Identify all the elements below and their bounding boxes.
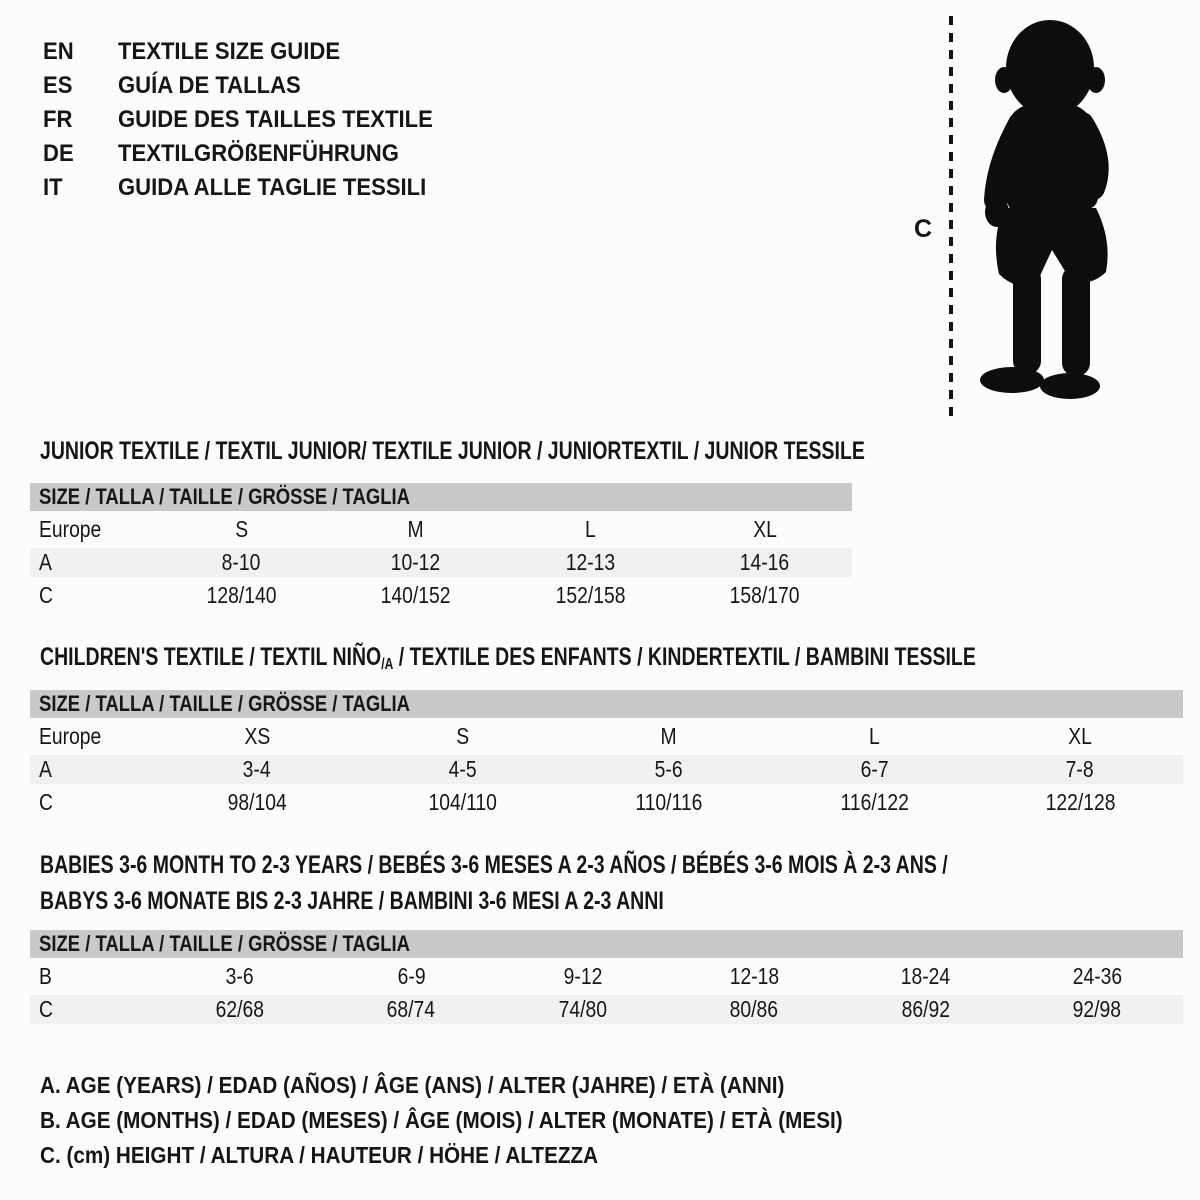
size-cell — [154, 723, 360, 750]
age-value: 3-4 — [242, 756, 271, 782]
babies-section-title — [40, 847, 1200, 919]
size-header-text: SIZE / TALLA / TAILLE / GRÖSSE / TAGLIA — [39, 931, 410, 956]
size-cell — [329, 516, 504, 543]
size-value: L — [868, 723, 880, 749]
age-cell — [497, 963, 669, 990]
height-cell — [326, 996, 498, 1023]
row-label — [30, 789, 154, 816]
height-cell — [771, 789, 977, 816]
guide-title-it: GUIDA ALLE TAGLIE TESSILI — [118, 174, 427, 201]
age-cell — [678, 549, 853, 576]
height-value: 110/116 — [635, 789, 702, 815]
children-size-table — [30, 690, 1183, 819]
size-cell — [566, 723, 772, 750]
age-value: 6-7 — [860, 756, 889, 782]
junior-size-table — [30, 483, 852, 612]
footnote-c: C. (cm) HEIGHT / ALTURA / HAUTEUR / HÖHE / ALTEZZA — [40, 1142, 599, 1168]
age-cell — [840, 963, 1012, 990]
size-header-bar — [30, 690, 1183, 718]
row-label — [30, 756, 154, 783]
footnote-b: B. AGE (MONTHS) / EDAD (MESES) / ÂGE (MOIS) / ALTER (MONATE) / ETÀ (MESI) — [40, 1107, 843, 1133]
height-value: 122/128 — [1045, 789, 1116, 815]
language-code-text: FR — [43, 106, 73, 133]
row-label-text: A — [39, 549, 52, 575]
age-cell — [669, 963, 841, 990]
size-header-text: SIZE / TALLA / TAILLE / GRÖSSE / TAGLIA — [39, 484, 410, 509]
size-value: XL — [752, 516, 777, 542]
language-code-text: EN — [43, 38, 74, 65]
height-value: 98/104 — [227, 789, 287, 815]
height-value: 158/170 — [729, 582, 800, 608]
language-row-it — [43, 171, 460, 205]
size-value: M — [407, 516, 424, 542]
language-code-text: ES — [43, 72, 73, 99]
age-cell — [154, 963, 326, 990]
table-row-height-cm — [30, 993, 1183, 1026]
children-title-pre: CHILDREN'S TEXTILE / TEXTIL NIÑO — [40, 643, 382, 671]
guide-title-fr: GUIDE DES TAILLES TEXTILE — [118, 106, 433, 133]
height-value: 74/80 — [558, 996, 607, 1022]
age-value: 7-8 — [1066, 756, 1095, 782]
row-label-text: Europe — [39, 723, 102, 749]
age-cell — [329, 549, 504, 576]
age-cell — [154, 756, 360, 783]
footnote-a: A. AGE (YEARS) / EDAD (AÑOS) / ÂGE (ANS) / ALTER (JAHRE) / ETÀ (ANNI) — [40, 1072, 785, 1098]
age-value: 14-16 — [740, 549, 790, 575]
height-value: 140/152 — [380, 582, 451, 608]
height-cell — [360, 789, 566, 816]
language-code — [43, 69, 118, 103]
height-cell — [497, 996, 669, 1023]
age-cell — [503, 549, 678, 576]
height-value: 92/98 — [1073, 996, 1122, 1022]
size-cell — [360, 723, 566, 750]
age-value: 3-6 — [225, 963, 254, 989]
age-cell — [360, 756, 566, 783]
height-cell — [566, 789, 772, 816]
language-code — [43, 35, 118, 69]
language-row-de — [43, 137, 460, 171]
babies-title-line2: BABYS 3-6 MONATE BIS 2-3 JAHRE / BAMBINI 3-6 MESI A 2-3 ANNI — [40, 887, 664, 915]
row-label — [30, 516, 154, 543]
footnote-c-wrap — [40, 1138, 932, 1173]
height-cell — [503, 582, 678, 609]
language-code — [43, 137, 118, 171]
language-code — [43, 171, 118, 205]
age-value: 9-12 — [563, 963, 603, 989]
table-row-age-months — [30, 960, 1183, 993]
table-row-age-years — [30, 546, 852, 579]
children-section-title-text — [40, 642, 976, 680]
table-row-europe — [30, 513, 852, 546]
language-row-es — [43, 69, 460, 103]
age-cell — [1012, 963, 1184, 990]
legend-footnotes — [40, 1068, 932, 1173]
row-label-text: A — [39, 756, 52, 782]
size-value: XS — [244, 723, 270, 749]
age-value: 4-5 — [448, 756, 477, 782]
height-cell — [678, 582, 853, 609]
children-title-post: / TEXTILE DES ENFANTS / KINDERTEXTIL / BAMBINI TESSILE — [393, 643, 976, 671]
age-value: 12-18 — [729, 963, 779, 989]
age-cell — [154, 549, 329, 576]
height-value: 116/122 — [840, 789, 909, 815]
language-row-fr — [43, 103, 460, 137]
age-value: 8-10 — [221, 549, 261, 575]
height-cell — [840, 996, 1012, 1023]
guide-title-en: TEXTILE SIZE GUIDE — [118, 38, 341, 65]
row-label-text: C — [39, 789, 53, 815]
age-cell — [977, 756, 1183, 783]
table-row-height-cm — [30, 786, 1183, 819]
age-value: 12-13 — [565, 549, 615, 575]
height-cell — [329, 582, 504, 609]
height-measure-dashed-line — [949, 16, 953, 416]
height-value: 68/74 — [387, 996, 436, 1022]
size-cell — [977, 723, 1183, 750]
height-value: 104/110 — [428, 789, 497, 815]
row-label-text: C — [39, 996, 53, 1022]
language-code-text: DE — [43, 140, 74, 167]
babies-title-line2-wrap — [40, 883, 1200, 919]
row-label-text: B — [39, 963, 52, 989]
height-value: 152/158 — [555, 582, 626, 608]
row-label — [30, 996, 154, 1023]
height-value: 128/140 — [206, 582, 277, 608]
height-cell — [977, 789, 1183, 816]
guide-title-de: TEXTILGRÖßENFÜHRUNG — [118, 140, 399, 167]
height-value: 62/68 — [215, 996, 264, 1022]
age-cell — [326, 963, 498, 990]
children-section-title — [40, 642, 1200, 680]
toddler-silhouette-icon — [966, 16, 1136, 416]
footnote-b-wrap — [40, 1103, 932, 1138]
height-cell — [669, 996, 841, 1023]
size-cell — [771, 723, 977, 750]
size-value: M — [660, 723, 677, 749]
table-row-height-cm — [30, 579, 852, 612]
junior-section-title — [40, 436, 1098, 466]
height-value: 86/92 — [901, 996, 950, 1022]
row-label — [30, 549, 154, 576]
height-measure-label: C — [914, 215, 933, 243]
language-code-text: IT — [43, 174, 63, 201]
age-cell — [566, 756, 772, 783]
children-title-sub: /A — [381, 656, 394, 673]
size-cell — [678, 516, 853, 543]
height-cell — [154, 996, 326, 1023]
age-value: 24-36 — [1072, 963, 1122, 989]
row-label — [30, 582, 154, 609]
babies-size-table — [30, 930, 1183, 1026]
babies-title-line1: BABIES 3-6 MONTH TO 2-3 YEARS / BEBÉS 3-6 MESES A 2-3 AÑOS / BÉBÉS 3-6 MOIS À 2-3 ANS / — [40, 851, 948, 879]
size-header-bar — [30, 930, 1183, 958]
size-header-bar — [30, 483, 852, 511]
table-row-europe — [30, 720, 1183, 753]
age-value: 6-9 — [397, 963, 426, 989]
age-value: 5-6 — [654, 756, 683, 782]
age-value: 10-12 — [391, 549, 441, 575]
babies-title-line1-wrap — [40, 847, 1200, 883]
guide-title-es: GUÍA DE TALLAS — [118, 72, 301, 99]
age-value: 18-24 — [901, 963, 951, 989]
size-header-text: SIZE / TALLA / TAILLE / GRÖSSE / TAGLIA — [39, 691, 410, 716]
height-cell — [154, 789, 360, 816]
row-label-text: C — [39, 582, 53, 608]
height-value: 80/86 — [730, 996, 779, 1022]
footnote-a-wrap — [40, 1068, 932, 1103]
junior-section-title-text: JUNIOR TEXTILE / TEXTIL JUNIOR/ TEXTILE JUNIOR / JUNIORTEXTIL / JUNIOR TESSILE — [40, 437, 865, 465]
row-label — [30, 723, 154, 750]
size-value: XL — [1068, 723, 1092, 749]
height-cell — [154, 582, 329, 609]
language-title-list — [43, 35, 460, 205]
size-cell — [503, 516, 678, 543]
size-value: S — [234, 516, 248, 542]
row-label — [30, 963, 154, 990]
row-label-text: Europe — [39, 516, 102, 542]
size-value: L — [584, 516, 596, 542]
language-code — [43, 103, 118, 137]
size-value: S — [456, 723, 470, 749]
size-cell — [154, 516, 329, 543]
language-row-en — [43, 35, 460, 69]
table-row-age-years — [30, 753, 1183, 786]
height-cell — [1012, 996, 1184, 1023]
age-cell — [771, 756, 977, 783]
